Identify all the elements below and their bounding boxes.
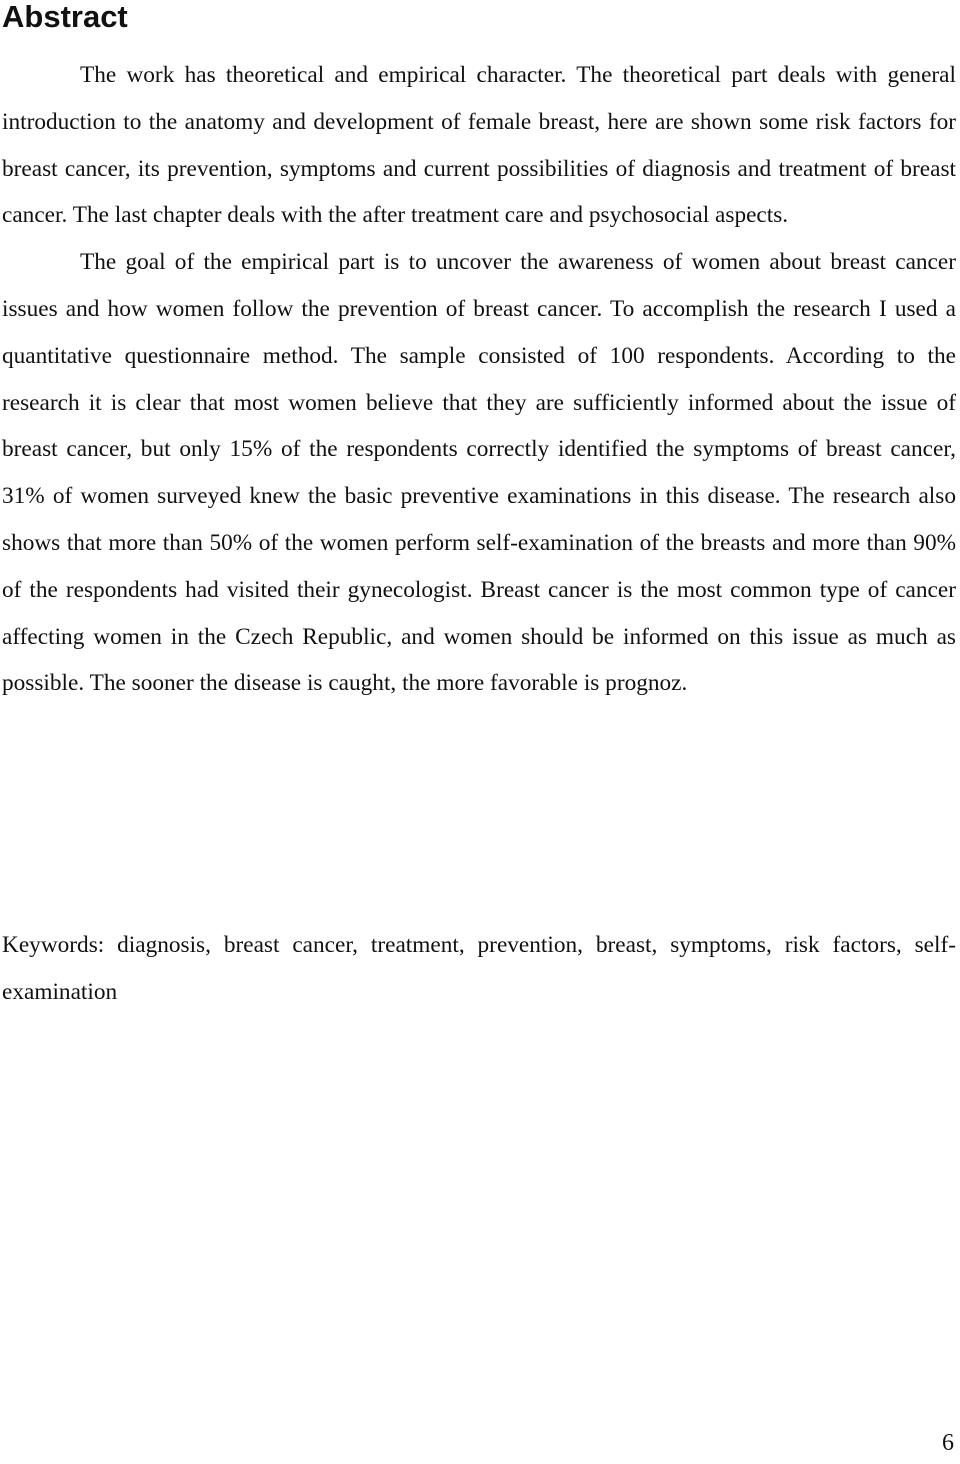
abstract-paragraph-theory: The work has theoretical and empirical character. The theoretical part deals with general introduction to the anatomy and development of female breast, here are shown some risk factors for breast cancer, its prevention, symptoms and current possibilities of diagnosis and treatment of breast cancer. The last chapter deals with the after treatment care and psychosocial aspects. (2, 62, 956, 229)
abstract-heading: Abstract (2, 0, 128, 34)
abstract-paragraph-empirical: The goal of the empirical part is to uncover the awareness of women about breast cancer issues and how women follow the prevention of breast cancer. To accomplish the research I used a quantitative questionnaire method. The sample consisted of 100 respondents. According to the research it is clear that most women believe that they are sufficiently informed about the issue of breast cancer, but only 15% of the respondents correctly identified the symptoms of breast cancer, 31% of women surveyed knew the basic preventive examinations in this disease. The research also shows that more than 50% of the women perform self-examination of the breasts and more than 90% of the respondents had visited their gynecologist. Breast cancer is the most common type of cancer affecting women in the Czech Republic, and women should be informed on this issue as much as possible. The sooner the disease is caught, the more favorable is prognoz. (2, 249, 956, 697)
page-number: 6 (942, 1430, 954, 1456)
keywords-line: Keywords: diagnosis, breast cancer, treatment, prevention, breast, symptoms, risk factors, self-examination (2, 932, 956, 1005)
